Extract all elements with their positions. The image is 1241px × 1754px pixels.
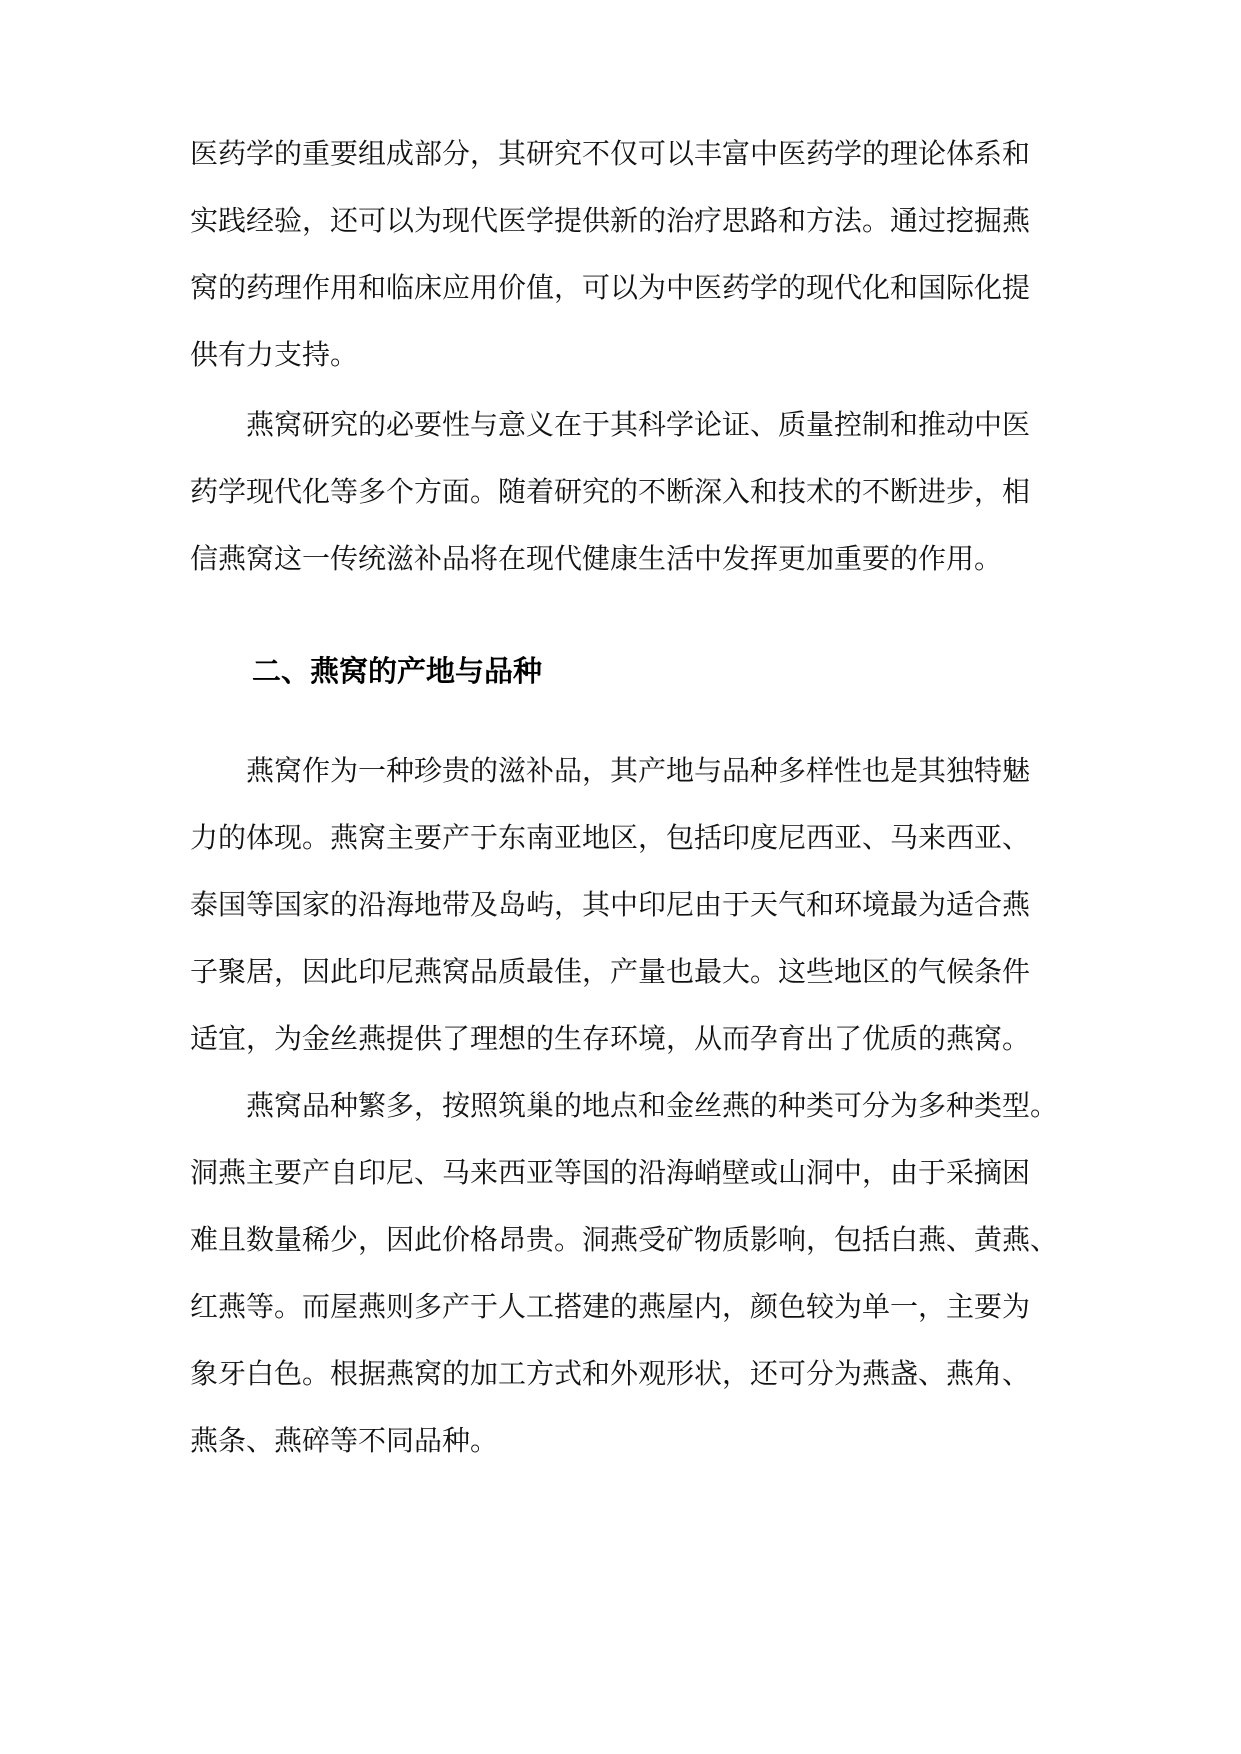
text-line: 红燕等。而屋燕则多产于人工搭建的燕屋内，颜色较为单一，主要为 (190, 1290, 1031, 1323)
text-line: 泰国等国家的沿海地带及岛屿，其中印尼由于天气和环境最为适合燕 (190, 888, 1031, 921)
text-line: 药学现代化等多个方面。随着研究的不断深入和技术的不断进步，相 (190, 475, 1031, 508)
text-line: 难且数量稀少，因此价格昂贵。洞燕受矿物质影响，包括白燕、黄燕、 (190, 1223, 1059, 1256)
text-line: 供有力支持。 (190, 338, 359, 371)
text-line: 象牙白色。根据燕窝的加工方式和外观形状，还可分为燕盏、燕角、 (190, 1357, 1031, 1390)
text-line: 洞燕主要产自印尼、马来西亚等国的沿海峭壁或山洞中，由于采摘困 (190, 1156, 1031, 1189)
text-line: 适宜，为金丝燕提供了理想的生存环境，从而孕育出了优质的燕窝。 (190, 1022, 1031, 1055)
text-line: 燕条、燕碎等不同品种。 (190, 1424, 499, 1457)
text-line: 信燕窝这一传统滋补品将在现代健康生活中发挥更加重要的作用。 (190, 542, 1003, 575)
section-heading: 二、燕窝的产地与品种 (252, 654, 543, 688)
text-line: 实践经验，还可以为现代医学提供新的治疗思路和方法。通过挖掘燕 (190, 204, 1031, 237)
paragraph-first-line: 燕窝研究的必要性与意义在于其科学论证、质量控制和推动中医 (246, 408, 1031, 441)
text-line: 子聚居，因此印尼燕窝品质最佳，产量也最大。这些地区的气候条件 (190, 955, 1031, 988)
text-line: 医药学的重要组成部分，其研究不仅可以丰富中医药学的理论体系和 (190, 137, 1031, 170)
text-line: 窝的药理作用和临床应用价值，可以为中医药学的现代化和国际化提 (190, 271, 1031, 304)
paragraph-first-line: 燕窝作为一种珍贵的滋补品，其产地与品种多样性也是其独特魅 (246, 754, 1031, 787)
text-line: 力的体现。燕窝主要产于东南亚地区，包括印度尼西亚、马来西亚、 (190, 821, 1031, 854)
paragraph-first-line: 燕窝品种繁多，按照筑巢的地点和金丝燕的种类可分为多种类型。 (246, 1089, 1059, 1122)
